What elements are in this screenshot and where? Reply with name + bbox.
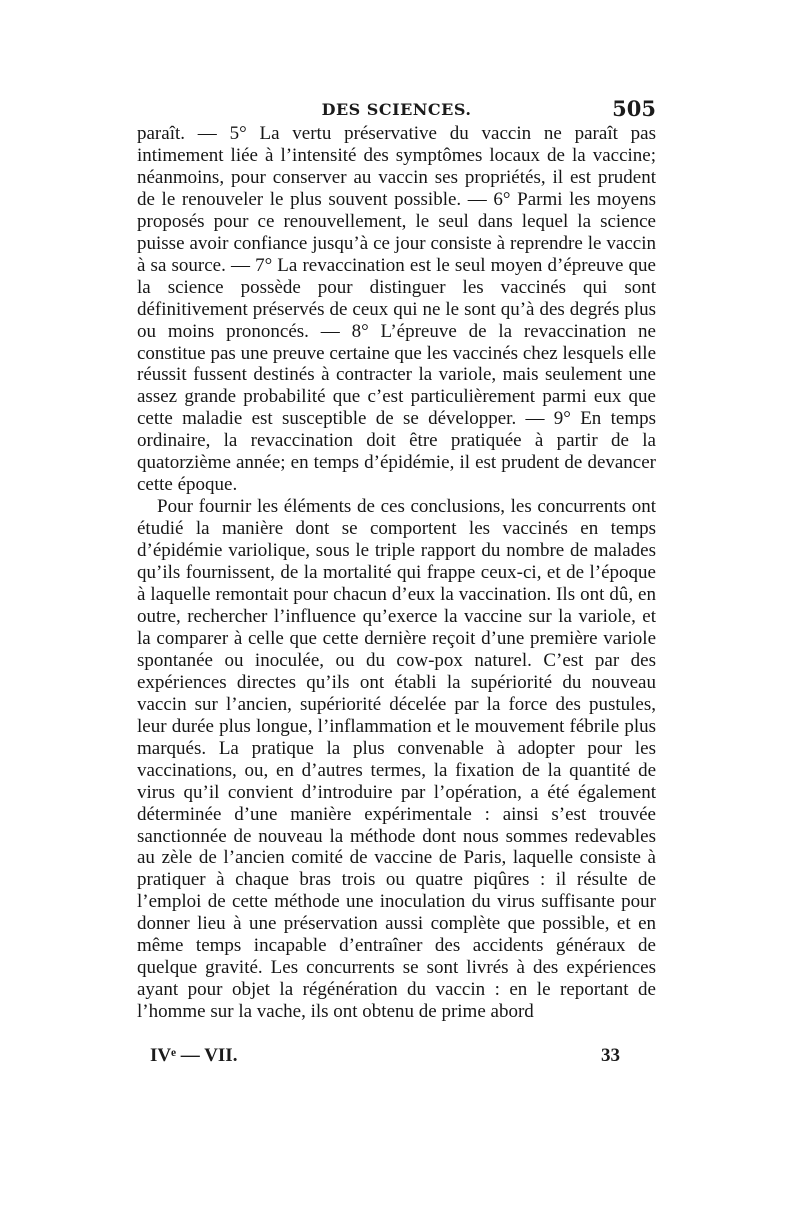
signature-number: 33 bbox=[601, 1045, 620, 1066]
page-header bbox=[137, 96, 656, 126]
paragraph-conclusions: paraît. — 5° La vertu préservative du vaccin ne paraît pas intimement liée à l’intensité des symptômes locaux de la vaccine; néanmoins, pour conserver au vaccin ses propriétés, il est prudent de le renouveler le plus souvent possible. — 6° Parmi les moyens proposés pour ce renouvellement, le seul dans lequel la science puisse avoir confiance jusqu’à ce jour consiste à reprendre le vaccin à sa source. — 7° La revaccination est le seul moyen d’épreuve que la science possède pour distinguer les vaccinés qui sont définitivement préservés de ceux qui ne le sont qu’à des degrés plus ou moins prononcés. — 8° L’épreuve de la revaccination ne constitue pas une preuve certaine que les vaccinés chez lesquels elle réussit fussent destinés à contracter la variole, mais seulement une assez grande probabilité que c’est particulièrement parmi eux que cette maladie est susceptible de se développer. — 9° En temps ordinaire, la revaccination doit être pratiquée à partir de la quatorzième année; en temps d’épidémie, il est prudent de devancer cette époque. bbox=[137, 123, 656, 496]
signature-volume: IVᵉ — VII. bbox=[150, 1045, 238, 1066]
page-number: 505 bbox=[612, 96, 656, 121]
running-title: DES SCIENCES. bbox=[321, 100, 472, 119]
body-text bbox=[137, 123, 656, 1023]
paragraph-methods: Pour fournir les éléments de ces conclusions, les concurrents ont étudié la manière dont se comportent les vaccinés en temps d’épidémie variolique, sous le triple rapport du nombre de malades qu’ils fournissent, de la mortalité qui frappe ceux-ci, et de l’époque à laquelle remontait pour chacun d’eux la vaccination. Ils ont dû, en outre, rechercher l’influence qu’exerce la vaccine sur la variole, et la comparer à celle que cette dernière reçoit d’une première variole spontanée ou inoculée, ou du cow-pox naturel. C’est par des expériences directes qu’ils ont établi la supériorité du nouveau vaccin sur l’ancien, supériorité décelée par la force des pustules, leur durée plus longue, l’inflammation et le mouvement fébrile plus marqués. La pratique la plus convenable à adopter pour les vaccinations, ou, en d’autres termes, la fixation de la quantité de virus qu’il convient d’introduire par l’opération, a été également déterminée d’une manière expérimentale : ainsi s’est trouvée sanctionnée de nouveau la méthode dont nous sommes redevables au zèle de l’ancien comité de vaccine de Paris, laquelle consiste à pratiquer à chaque bras trois ou quatre piqûres : il résulte de l’emploi de cette méthode une inoculation du virus suffisante pour donner lieu à une préservation aussi complète que possible, et en même temps incapable d’entraîner des accidents généraux de quelque gravité. Les concurrents se sont livrés à des expériences ayant pour objet la régénération du vaccin : en le reportant de l’homme sur la vache, ils ont obtenu de prime abord bbox=[137, 496, 656, 1023]
printer-signature bbox=[150, 1045, 620, 1071]
